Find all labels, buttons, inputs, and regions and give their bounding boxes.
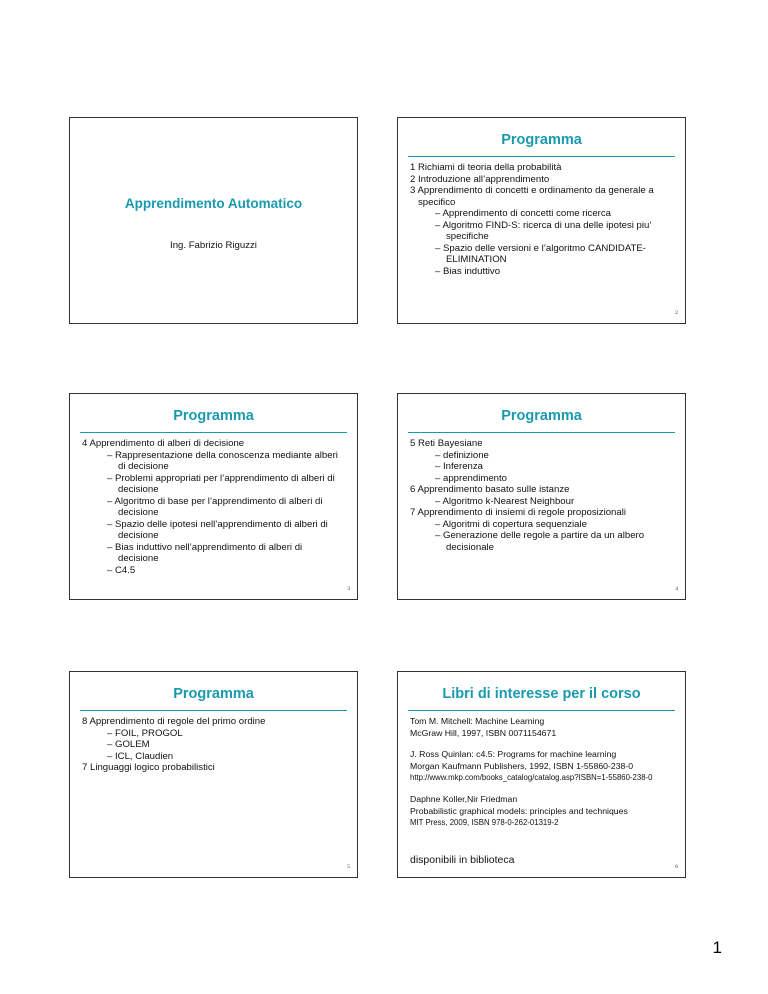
sub-list-item: – Problemi appropriati per l’apprendimento di alberi di decisione xyxy=(107,472,335,495)
title-divider xyxy=(408,156,675,157)
sub-list-item: – GOLEM xyxy=(107,739,150,750)
book-list xyxy=(410,716,671,829)
slide-title: Programma xyxy=(501,132,582,148)
slide-6 xyxy=(397,671,686,878)
book-detail: McGraw Hill, 1997, ISBN 0071154671 xyxy=(410,727,557,738)
book-detail: Probabilistic graphical models: principles and techniques xyxy=(410,805,628,816)
list-item: 6 Apprendimento basato sulle istanze xyxy=(410,484,570,495)
slide-body xyxy=(410,162,671,277)
slide-5 xyxy=(69,671,358,878)
book-detail: Morgan Kaufmann Publishers, 1992, ISBN 1-55860-238-0 xyxy=(410,760,634,771)
title-divider xyxy=(80,710,347,711)
sub-list-item: – Bias induttivo nell’apprendimento di alberi di decisione xyxy=(107,541,303,564)
sub-list-item: – Algoritmi di copertura sequenziale xyxy=(435,518,587,530)
slide-body xyxy=(410,438,671,553)
book-spacer xyxy=(410,784,671,794)
list-item: 8 Apprendimento di regole del primo ordine xyxy=(82,716,266,727)
slide-title: Programma xyxy=(501,408,582,424)
sub-list-item: – Algoritmo k-Nearest Neighbour xyxy=(435,495,575,507)
sub-list-item: – Spazio delle versioni e l’algoritmo CANDIDATE-ELIMINATION xyxy=(435,242,646,265)
sub-list-item: – Spazio delle ipotesi nell’apprendimento di alberi di decisione xyxy=(107,518,328,541)
availability-note: disponibili in biblioteca xyxy=(410,854,515,866)
slide-number: 6 xyxy=(675,864,678,870)
book-detail: http://www.mkp.com/books_catalog/catalog.asp?ISBN=1-55860-238-0 xyxy=(410,773,653,783)
sub-list-item: – Bias induttivo xyxy=(435,265,501,277)
sub-list-item: – Algoritmo FIND-S: ricerca di una delle ipotesi piu’ specifiche xyxy=(435,219,652,242)
slide-title: Libri di interesse per il corso xyxy=(442,686,641,702)
list-item: 7 Apprendimento di insiemi di regole proposizionali xyxy=(410,507,626,518)
page-number: 1 xyxy=(712,938,722,957)
slide-number: 5 xyxy=(347,864,350,870)
sub-list-item: – C4.5 xyxy=(107,564,136,576)
book-detail: MIT Press, 2009, ISBN 978-0-262-01319-2 xyxy=(410,818,559,828)
slide-number: 4 xyxy=(675,586,678,592)
title-divider xyxy=(80,432,347,433)
author-name: Ing. Fabrizio Riguzzi xyxy=(170,240,257,251)
sub-list-item: – Apprendimento di concetti come ricerca xyxy=(435,208,611,219)
slide-title: Programma xyxy=(173,408,254,424)
slide-2 xyxy=(397,117,686,324)
book-title: Tom M. Mitchell: Machine Learning xyxy=(410,716,545,726)
sub-list-item: – apprendimento xyxy=(435,472,508,484)
list-item: 2 Introduzione all’apprendimento xyxy=(410,173,550,185)
slide-title: Programma xyxy=(173,686,254,702)
sub-list-item: – FOIL, PROGOL xyxy=(107,727,183,739)
book-title: J. Ross Quinlan: c4.5: Programs for machine learning xyxy=(410,749,617,760)
slide-3 xyxy=(69,393,358,600)
slide-number: 3 xyxy=(347,586,350,592)
sub-list-item: – Algoritmo di base per l’apprendimento di alberi di decisione xyxy=(107,495,323,518)
sub-list-item: – Inferenza xyxy=(435,461,484,472)
list-item: 1 Richiami di teoria della probabilità xyxy=(410,162,562,173)
title-divider xyxy=(408,710,675,711)
list-item: 4 Apprendimento di alberi di decisione xyxy=(82,438,245,449)
slide-1 xyxy=(69,117,358,324)
sub-list-item: – Rappresentazione della conoscenza mediante alberi di decisione xyxy=(107,449,338,472)
slide-body xyxy=(82,716,343,774)
list-item: 3 Apprendimento di concetti e ordinamento da generale a specifico xyxy=(410,185,654,208)
list-item: 5 Reti Bayesiane xyxy=(410,438,483,449)
list-item: 7 Linguaggi logico probabilistici xyxy=(82,762,215,773)
book-spacer xyxy=(410,739,671,749)
sub-list-item: – Generazione delle regole a partire da un albero decisionale xyxy=(435,530,645,553)
slide-number: 2 xyxy=(675,310,678,316)
sub-list-item: – definizione xyxy=(435,449,489,461)
slide-4 xyxy=(397,393,686,600)
slide-title: Apprendimento Automatico xyxy=(124,196,303,211)
book-title: Daphne Koller,Nir Friedman xyxy=(410,793,518,804)
title-divider xyxy=(408,432,675,433)
slide-body xyxy=(82,438,343,576)
sub-list-item: – ICL, Claudien xyxy=(107,750,174,762)
